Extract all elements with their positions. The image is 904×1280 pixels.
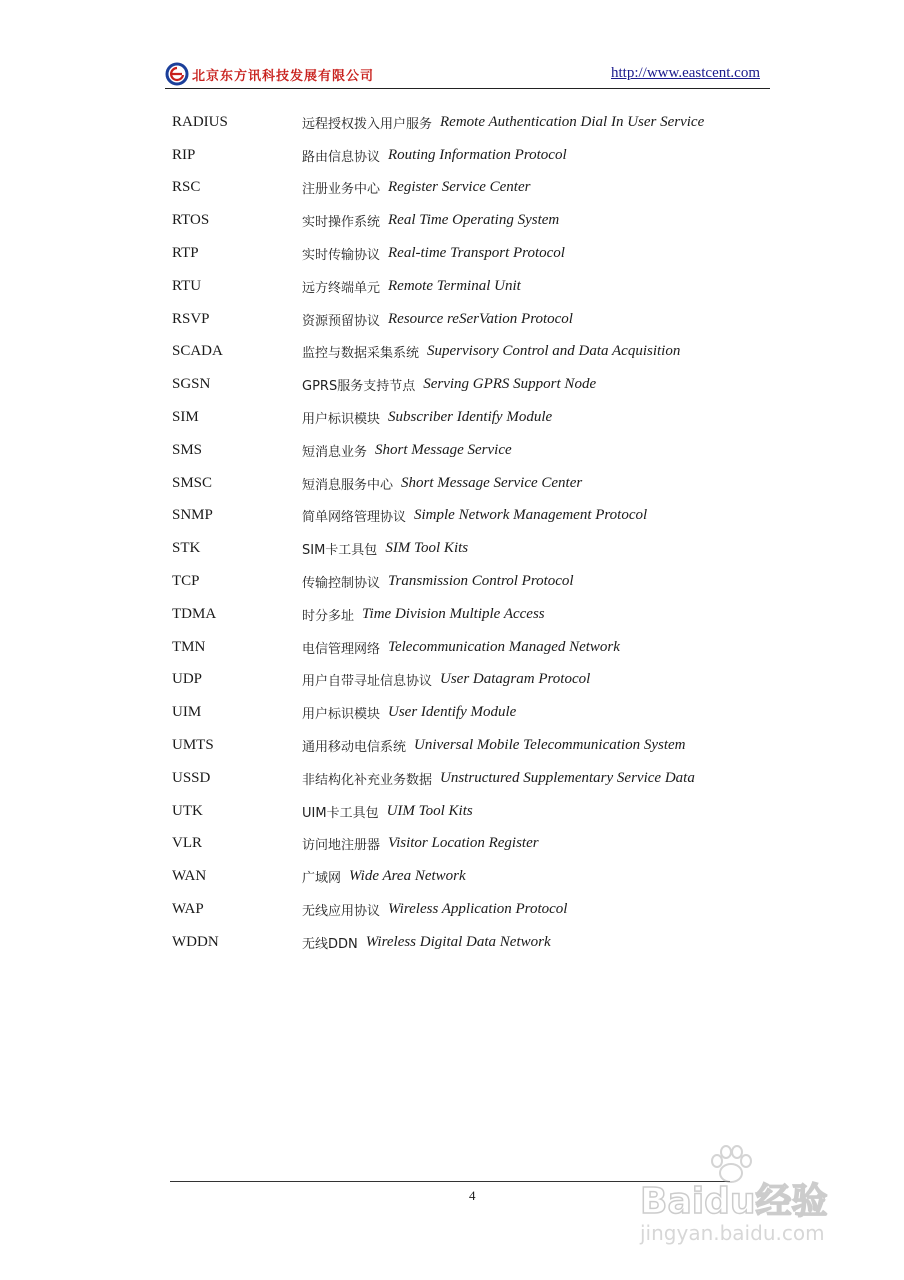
term-abbreviation: TCP: [172, 573, 200, 590]
term-english: User Datagram Protocol: [440, 671, 591, 688]
watermark-url: jingyan.baidu.com: [640, 1221, 825, 1245]
term-chinese: 实时传输协议: [302, 248, 381, 264]
term-chinese: 时分多址: [302, 608, 355, 624]
term-definition: [302, 769, 695, 788]
term-definition: [302, 408, 552, 427]
term-definition: [302, 277, 521, 296]
glossary-row: [172, 893, 772, 926]
term-english: Routing Information Protocol: [388, 146, 567, 163]
company-name: 北京东方讯科技发展有限公司: [192, 69, 375, 84]
glossary-row: [172, 336, 772, 369]
term-abbreviation: SMSC: [172, 474, 213, 491]
term-chinese: 用户自带寻址信息协议: [302, 674, 433, 690]
watermark-brand: Baidu经验: [640, 1181, 828, 1222]
term-definition: [302, 211, 559, 230]
glossary-row: [172, 926, 772, 959]
term-english: Remote Terminal Unit: [388, 277, 521, 294]
term-abbreviation: SNMP: [172, 507, 213, 524]
term-chinese: 用户标识模块: [302, 707, 381, 723]
term-definition: [302, 146, 567, 165]
term-abbreviation: USSD: [172, 769, 211, 786]
glossary-row: [172, 729, 772, 762]
term-abbreviation: UTK: [172, 802, 203, 819]
term-chinese: 传输控制协议: [302, 576, 381, 592]
term-abbreviation: WAN: [172, 868, 207, 885]
term-definition: [302, 572, 574, 591]
term-abbreviation: TDMA: [172, 605, 217, 622]
glossary-list: [172, 106, 772, 959]
term-chinese: GPRS服务支持节点: [302, 379, 416, 395]
glossary-row: [172, 762, 772, 795]
glossary-row: [172, 467, 772, 500]
term-chinese: 无线DDN: [302, 936, 358, 952]
term-english: SIM Tool Kits: [385, 540, 469, 557]
term-abbreviation: WAP: [172, 901, 204, 918]
term-abbreviation: TMN: [172, 638, 206, 655]
glossary-row: [172, 631, 772, 664]
term-chinese: 注册业务中心: [302, 182, 381, 198]
glossary-row: [172, 401, 772, 434]
term-abbreviation: SIM: [172, 409, 199, 426]
term-definition: [302, 244, 565, 263]
term-abbreviation: RSVP: [172, 310, 210, 327]
glossary-row: [172, 795, 772, 828]
glossary-row: [172, 172, 772, 205]
term-abbreviation: SMS: [172, 441, 203, 458]
term-chinese: SIM卡工具包: [302, 543, 378, 559]
term-abbreviation: SGSN: [172, 376, 211, 393]
term-definition: [302, 736, 686, 755]
term-abbreviation: RADIUS: [172, 113, 228, 130]
term-definition: [302, 375, 596, 394]
glossary-row: [172, 500, 772, 533]
glossary-row: [172, 204, 772, 237]
term-english: Short Message Service Center: [401, 474, 583, 491]
glossary-row: [172, 532, 772, 565]
term-english: Short Message Service: [375, 441, 512, 458]
glossary-row: [172, 696, 772, 729]
term-definition: [302, 441, 512, 460]
glossary-row: [172, 368, 772, 401]
term-definition: [302, 802, 473, 821]
term-chinese: 资源预留协议: [302, 313, 381, 329]
term-english: Transmission Control Protocol: [388, 573, 574, 590]
term-abbreviation: RSC: [172, 179, 201, 196]
website-link[interactable]: http://www.eastcent.com: [611, 65, 760, 81]
term-english: Supervisory Control and Data Acquisition: [427, 343, 681, 360]
term-chinese: 电信管理网络: [302, 641, 381, 657]
term-english: Simple Network Management Protocol: [414, 507, 648, 524]
term-chinese: 非结构化补充业务数据: [302, 772, 433, 788]
term-english: Resource reSerVation Protocol: [388, 310, 573, 327]
term-abbreviation: VLR: [172, 835, 202, 852]
page-header: [165, 62, 770, 89]
term-abbreviation: SCADA: [172, 343, 223, 360]
term-abbreviation: STK: [172, 540, 201, 557]
glossary-row: [172, 139, 772, 172]
term-chinese: 简单网络管理协议: [302, 510, 407, 526]
term-english: Time Division Multiple Access: [362, 605, 545, 622]
term-abbreviation: UMTS: [172, 737, 214, 754]
glossary-row: [172, 270, 772, 303]
term-definition: [302, 867, 466, 886]
term-abbreviation: RIP: [172, 146, 196, 163]
term-english: Wireless Digital Data Network: [365, 933, 551, 950]
term-english: Unstructured Supplementary Service Data: [440, 769, 695, 786]
term-chinese: 远方终端单元: [302, 280, 381, 296]
watermark: [640, 1145, 860, 1265]
term-english: Wireless Application Protocol: [388, 901, 568, 918]
glossary-row: [172, 303, 772, 336]
term-chinese: 访问地注册器: [302, 838, 381, 854]
term-definition: [302, 506, 647, 525]
term-english: Serving GPRS Support Node: [423, 376, 597, 393]
term-english: Telecommunication Managed Network: [388, 638, 620, 655]
term-chinese: 用户标识模块: [302, 412, 381, 428]
term-english: UIM Tool Kits: [386, 802, 473, 819]
term-chinese: 广域网: [302, 871, 342, 887]
term-chinese: 无线应用协议: [302, 904, 381, 920]
term-chinese: 监控与数据采集系统: [302, 346, 420, 362]
glossary-row: [172, 860, 772, 893]
term-abbreviation: RTU: [172, 277, 202, 294]
term-english: Subscriber Identify Module: [388, 409, 553, 426]
company-logo-icon: [165, 62, 189, 86]
term-english: Visitor Location Register: [388, 835, 539, 852]
glossary-row: [172, 664, 772, 697]
term-chinese: 短消息服务中心: [302, 477, 394, 493]
term-definition: [302, 834, 539, 853]
glossary-row: [172, 106, 772, 139]
term-definition: [302, 605, 545, 624]
term-chinese: 远程授权拨入用户服务: [302, 116, 433, 132]
term-abbreviation: RTP: [172, 245, 199, 262]
term-chinese: 实时操作系统: [302, 215, 381, 231]
term-definition: [302, 900, 567, 919]
term-definition: [302, 178, 530, 197]
glossary-row: [172, 237, 772, 270]
term-chinese: 通用移动电信系统: [302, 740, 407, 756]
term-chinese: 短消息业务: [302, 444, 368, 460]
term-definition: [302, 703, 516, 722]
term-abbreviation: UIM: [172, 704, 202, 721]
term-definition: [302, 342, 680, 361]
term-definition: [302, 113, 704, 132]
glossary-row: [172, 565, 772, 598]
term-english: User Identify Module: [388, 704, 517, 721]
term-english: Real Time Operating System: [388, 212, 560, 229]
term-definition: [302, 670, 590, 689]
term-english: Universal Mobile Telecommunication System: [414, 737, 686, 754]
term-english: Wide Area Network: [349, 868, 466, 885]
term-english: Real-time Transport Protocol: [388, 245, 565, 262]
term-chinese: 路由信息协议: [302, 149, 381, 165]
term-abbreviation: UDP: [172, 671, 203, 688]
term-definition: [302, 638, 620, 657]
glossary-row: [172, 828, 772, 861]
term-english: Remote Authentication Dial In User Service: [440, 113, 705, 130]
term-english: Register Service Center: [388, 179, 531, 196]
term-abbreviation: RTOS: [172, 212, 210, 229]
page-number: 4: [469, 1188, 476, 1203]
glossary-row: [172, 598, 772, 631]
term-definition: [302, 310, 573, 329]
term-definition: [302, 539, 468, 558]
term-abbreviation: WDDN: [172, 933, 219, 950]
term-definition: [302, 474, 582, 493]
glossary-row: [172, 434, 772, 467]
term-chinese: UIM卡工具包: [302, 805, 379, 821]
term-definition: [302, 933, 551, 952]
